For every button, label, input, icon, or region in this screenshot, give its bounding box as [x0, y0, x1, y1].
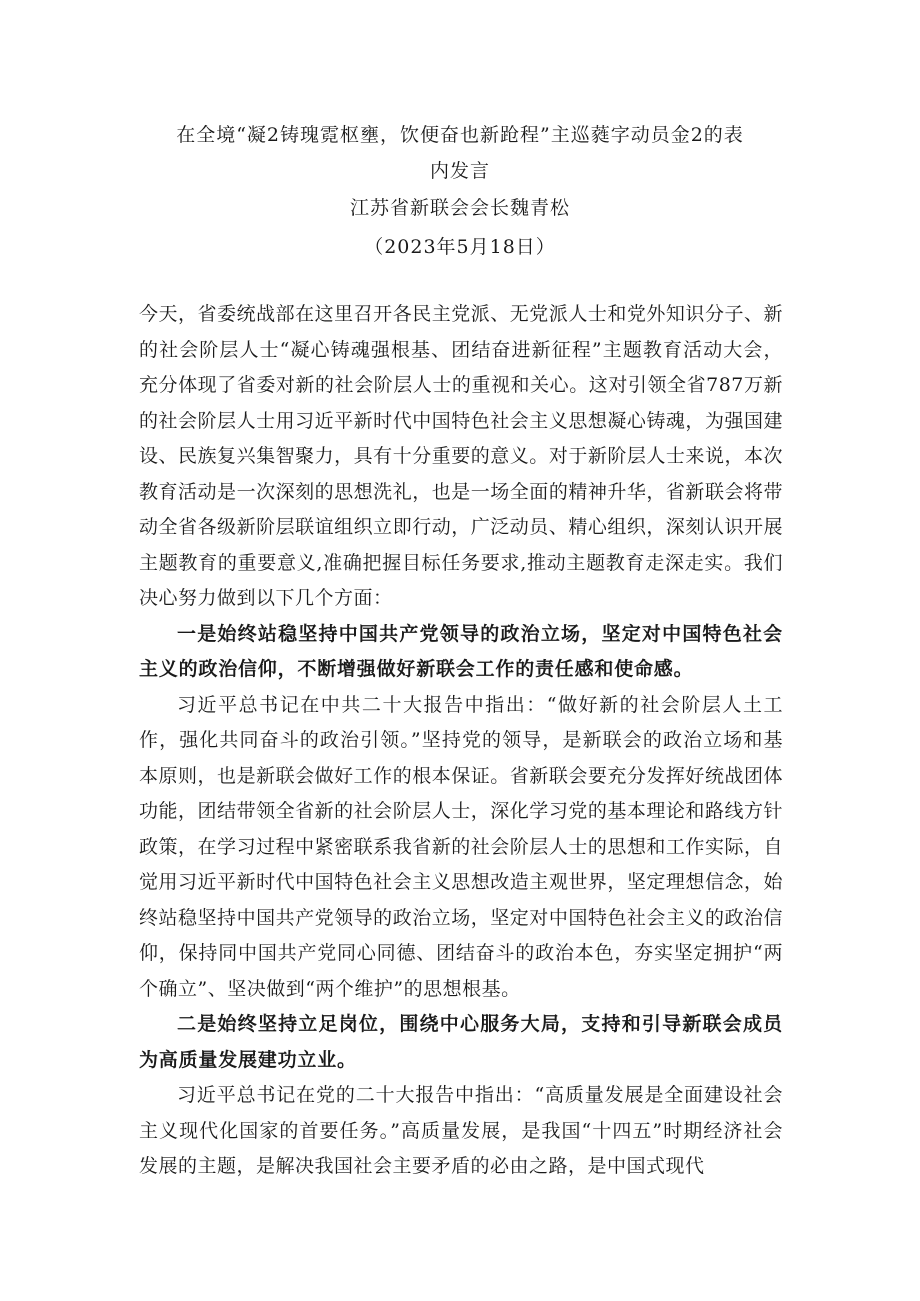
document-title-line1: 在全境“凝2铸瑰霓枢壅，饮便奋也新跄程”主巡蕤字动员金2的表: [176, 124, 744, 146]
document-body: [139, 297, 783, 1185]
document-title-line2: 内发言: [429, 160, 490, 182]
paragraph-heading-2: 二是始终坚持立足岗位，围绕中心服务大局，支持和引导新联会成员为高质量发展建功立业。: [139, 1013, 783, 1071]
document-date: （2023年5月18日）: [364, 236, 556, 258]
paragraph-body-1: 习近平总书记在中共二十大报告中指出：“做好新的社会阶层人土工作，强化共同奋斗的政治引领。”坚持党的领导，是新联会的政治立场和基本原则，也是新联会做好工作的根本保证。省新联会要充分发挥好统战团体功能，团结带领全省新的社会阶层人士，深化学习党的基本理论和路线方针政策，在学习过程中紧密联系我省新的社会阶层人士的思想和工作实际，自觉用习近平新时代中国特色社会主义思想改造主观世界，坚定理想信念，始终站稳坚持中国共产党领导的政治立场，坚定对中国特色社会主义的政治信仰，保持同中国共产党同心同德、团结奋斗的政治本色，夯实坚定拥护“两个确立”、坚决做到“两个维护”的思想根基。: [139, 693, 783, 1000]
paragraph-intro: 今天，省委统战部在这里召开各民主党派、无党派人士和党外知识分子、新的社会阶层人士“凝心铸魂强根基、团结奋进新征程”主题教育活动大会，充分体现了省委对新的社会阶层人士的重视和关心。这对引领全省787万新的社会阶层人士用习近平新时代中国特色社会主义思想凝心铸魂，为强国建设、民族复兴集智聚力，具有十分重要的意义。对于新阶层人士来说，本次教育活动是一次深刻的思想洗礼，也是一场全面的精神升华，省新联会将带动全省各级新阶层联谊组织立即行动，广泛动员、精心组织，深刻认识开展主题教育的重要意义,准确把握目标任务要求,推动主题教育走深走实。我们决心努力做到以下几个方面：: [139, 303, 783, 609]
document-author: 江苏省新联会会长魏青松: [349, 197, 570, 219]
paragraph-heading-1: 一是始终站稳坚持中国共产党领导的政治立场，坚定对中国特色社会主义的政治信仰，不断增强做好新联会工作的责任感和使命感。: [139, 622, 783, 680]
paragraph-body-2: 习近平总书记在党的二十大报告中指出：“高质量发展是全面建设社会主义现代化国家的首要任务。”高质量发展，是我国“十四五”时期经济社会发展的主题，是解决我国社会主要矛盾的必由之路，是中国式现代: [139, 1084, 783, 1177]
